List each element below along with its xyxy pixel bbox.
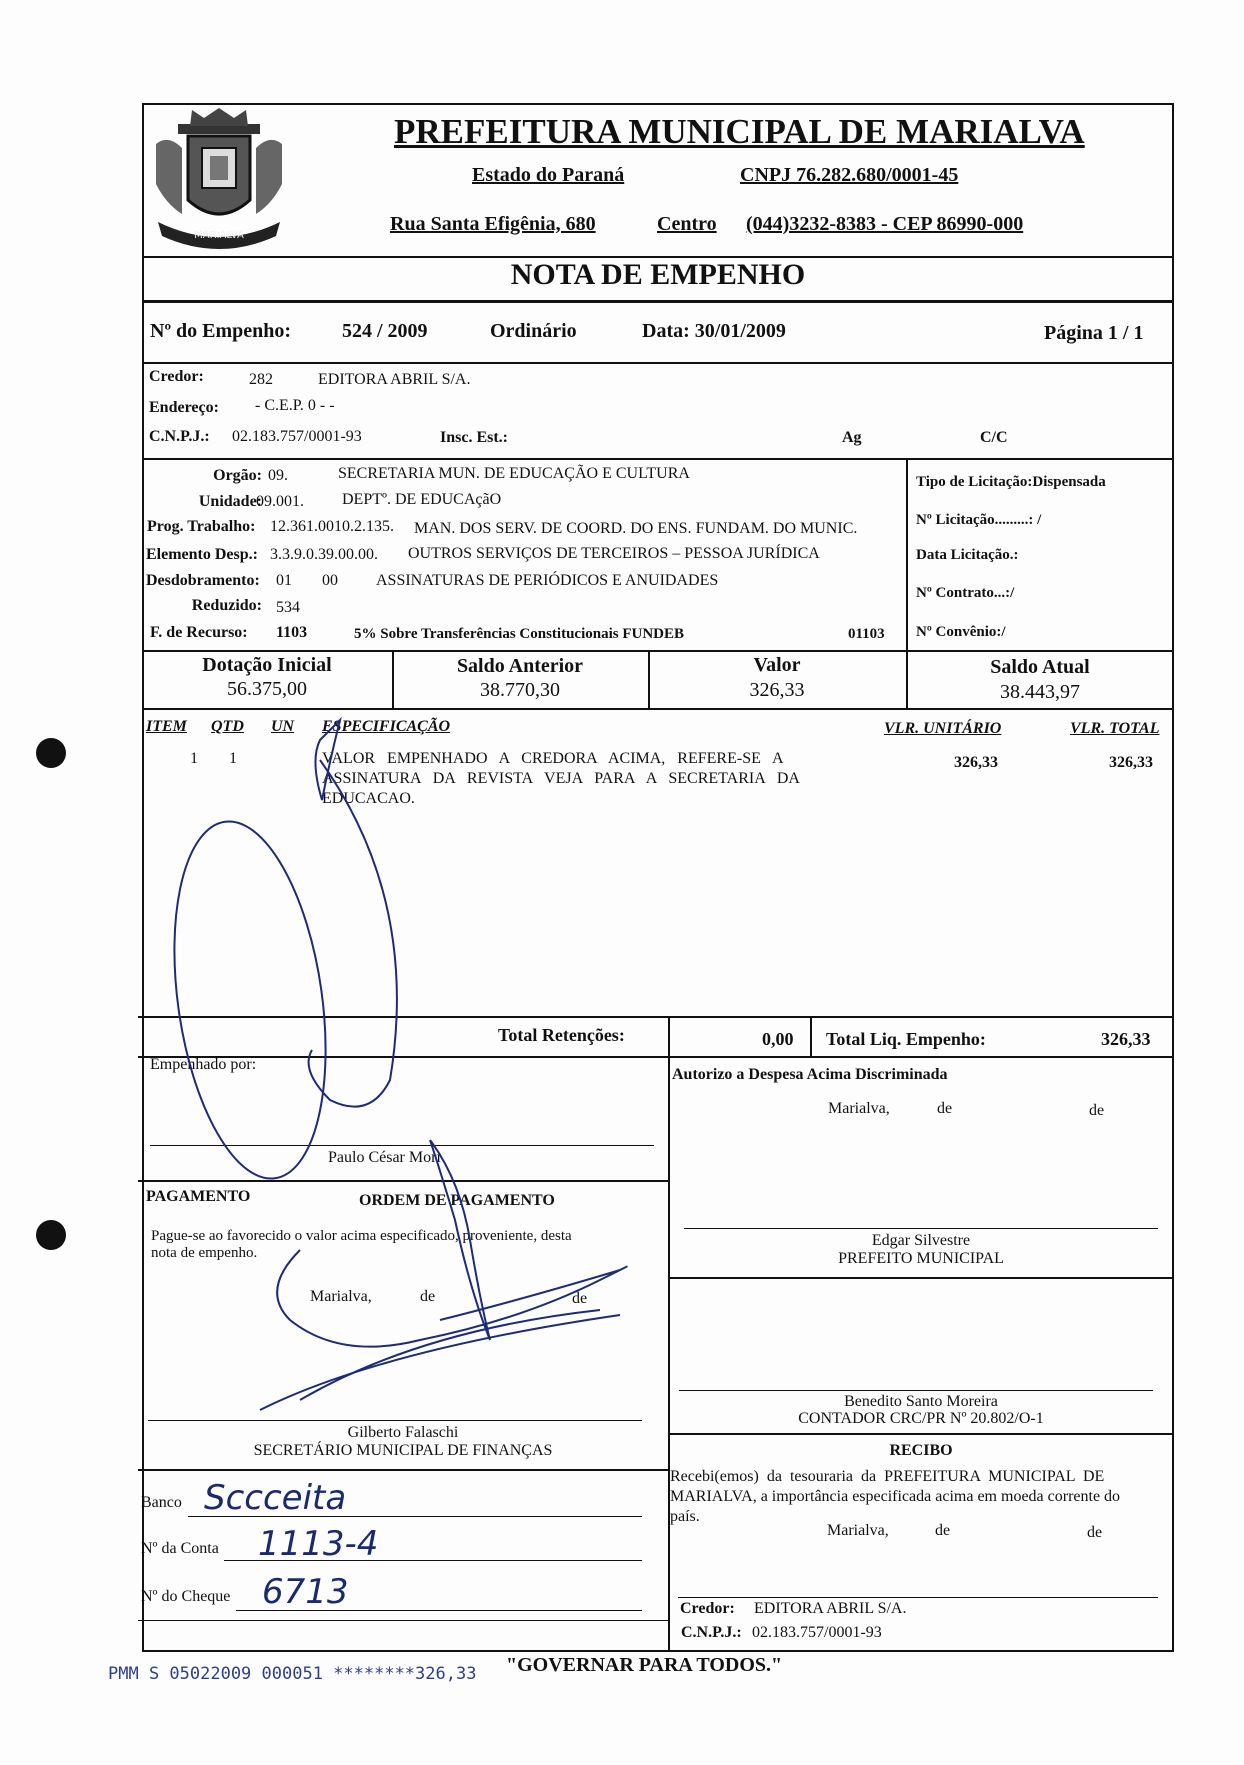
cnpj-label: CNPJ 76.282.680/0001-45 (740, 164, 959, 186)
fonte-recurso-code: 1103 (276, 624, 308, 641)
saldo-atual-label: Saldo Atual (990, 656, 1090, 678)
divider (138, 1469, 668, 1471)
pagamento-de: de (420, 1288, 436, 1305)
col-header-item: ITEM (146, 718, 187, 735)
conta-corrente-label: C/C (980, 429, 1008, 446)
col-header-un: UN (271, 718, 295, 735)
autorizo-de: de (1089, 1102, 1105, 1119)
recibo-cnpj-label: C.N.P.J.: (681, 1624, 742, 1641)
reduzido-label: Reduzido: (191, 597, 262, 614)
state-label: Estado do Paraná (472, 164, 625, 186)
municipal-coat-of-arms-icon (148, 104, 290, 254)
prefeito-title: PREFEITO MUNICIPAL (838, 1250, 1004, 1267)
endereco-value: - C.E.P. 0 - - (255, 397, 335, 414)
signature-line (148, 1420, 642, 1421)
credor-label: Credor: (149, 368, 204, 385)
divider (142, 708, 1174, 710)
recibo-de: de (1087, 1524, 1103, 1541)
cheque-handwritten: 6713 (262, 1572, 349, 1612)
recibo-cnpj: 02.183.757/0001-93 (752, 1624, 882, 1641)
svg-text:MARIALVA: MARIALVA (194, 230, 244, 241)
orgao-label: Orgão: (213, 467, 262, 484)
pagamento-text: Pague-se ao favorecido o valor acima especificado, proveniente, desta (151, 1228, 572, 1244)
valor-label: Valor (753, 654, 801, 676)
unidade-desc: DEPTº. DE EDUCAçãO (342, 491, 502, 508)
dotacao-inicial-value: 56.375,00 (227, 678, 307, 700)
empenho-number: 524 / 2009 (342, 320, 428, 342)
credor-cnpj-label: C.N.P.J.: (149, 428, 210, 445)
ordem-pagamento-label: ORDEM DE PAGAMENTO (359, 1192, 555, 1209)
empenho-type: Ordinário (490, 320, 577, 342)
banco-handwritten: Sccceita (204, 1478, 347, 1518)
district-label: Centro (657, 213, 717, 235)
dotacao-inicial-label: Dotação Inicial (202, 654, 332, 676)
saldo-atual-value: 38.443,97 (1000, 681, 1080, 703)
recibo-text: Recebi(emos) da tesouraria da PREFEITURA MUNICIPAL DE (670, 1468, 1105, 1485)
unidade-label: Unidade: (198, 493, 262, 510)
autorizo-de: de (937, 1100, 953, 1117)
signature-line (684, 1228, 1158, 1229)
cheque-label: Nº do Cheque (141, 1588, 231, 1605)
signature-line (150, 1145, 654, 1146)
item-spec-line: VALOR EMPENHADO A CREDORA ACIMA, REFERE-SE A (322, 750, 784, 767)
street-label: Rua Santa Efigênia, 680 (390, 213, 596, 235)
autorizo-city: Marialva, (828, 1100, 890, 1117)
pagamento-label: PAGAMENTO (146, 1188, 251, 1205)
credor-cnpj: 02.183.757/0001-93 (232, 428, 362, 445)
credor-code: 282 (249, 371, 273, 388)
recibo-credor-label: Credor: (680, 1600, 735, 1617)
phone-cep-label: (044)3232-8383 - CEP 86990-000 (746, 213, 1024, 235)
total-retencoes-label: Total Retenções: (498, 1025, 625, 1045)
recibo-city: Marialva, (827, 1522, 889, 1539)
prog-trabalho-desc: MAN. DOS SERV. DE COORD. DO ENS. FUNDAM. DO MUNIC. (414, 520, 858, 537)
agencia-label: Ag (842, 429, 862, 446)
col-header-vlr-unitario: VLR. UNITÁRIO (884, 720, 1002, 737)
prefeito-name: Edgar Silvestre (871, 1232, 971, 1249)
pagamento-de: de (572, 1290, 588, 1307)
divider (138, 1016, 1174, 1018)
total-liquido-label: Total Liq. Empenho: (826, 1029, 986, 1049)
empenho-number-label: Nº do Empenho: (150, 320, 292, 342)
orgao-desc: SECRETARIA MUN. DE EDUCAÇÃO E CULTURA (338, 465, 690, 482)
divider (138, 1056, 1174, 1058)
reduzido-value: 534 (276, 599, 300, 616)
secretario-name: Gilberto Falaschi (347, 1424, 459, 1441)
endereco-label: Endereço: (149, 399, 219, 416)
page-number: Página 1 / 1 (1044, 322, 1144, 344)
divider (138, 1620, 668, 1621)
unidade-code: 09.001. (256, 493, 304, 510)
desdobramento-code: 01 (276, 572, 292, 589)
numero-licitacao: Nº Licitação.........: / (916, 512, 1042, 528)
elemento-desp-label: Elemento Desp.: (146, 546, 258, 563)
fonte-recurso-desc: 5% Sobre Transferências Constitucionais FUNDEB (354, 626, 685, 642)
valor-value: 326,33 (749, 679, 805, 701)
recibo-credor: EDITORA ABRIL S/A. (754, 1600, 907, 1617)
col-header-qtd: QTD (211, 718, 244, 735)
item-spec-line: EDUCACAO. (322, 790, 415, 807)
recibo-text: MARIALVA, a importância especificada acima em moeda corrente do (670, 1488, 1121, 1505)
empenho-date: Data: 30/01/2009 (642, 320, 786, 342)
divider (668, 1277, 1174, 1279)
punch-hole-icon (36, 1220, 66, 1250)
saldo-anterior-label: Saldo Anterior (456, 655, 584, 677)
divider (906, 458, 908, 650)
desdobramento-desc: ASSINATURAS DE PERIÓDICOS E ANUIDADES (376, 572, 719, 589)
tipo-licitacao: Tipo de Licitação:Dispensada (916, 474, 1106, 490)
col-header-vlr-total: VLR. TOTAL (1070, 720, 1160, 737)
credor-name: EDITORA ABRIL S/A. (318, 371, 471, 388)
divider (142, 650, 1174, 652)
payment-stamp: PMM S 05022009 000051 ********326,33 (108, 1664, 477, 1684)
conta-label: Nº da Conta (141, 1540, 219, 1557)
prefeitura-title: PREFEITURA MUNICIPAL DE MARIALVA (394, 112, 1085, 151)
total-retencoes-value: 0,00 (762, 1029, 794, 1049)
slogan: "GOVERNAR PARA TODOS." (506, 1654, 783, 1676)
item-number: 1 (190, 750, 198, 767)
empenhado-por-label: Empenhado por: (150, 1056, 257, 1073)
fonte-recurso-code2: 01103 (848, 626, 885, 642)
recibo-de: de (935, 1522, 951, 1539)
item-total-value: 326,33 (1109, 754, 1153, 771)
punch-hole-icon (36, 738, 66, 768)
prog-trabalho-code: 12.361.0010.2.135. (270, 518, 394, 535)
col-header-especificacao: ESPECIFICAÇÃO (322, 718, 451, 735)
pagamento-city: Marialva, (310, 1288, 372, 1305)
divider (138, 1180, 668, 1182)
data-licitacao: Data Licitação.: (916, 547, 1019, 563)
insc-est-label: Insc. Est.: (440, 429, 509, 446)
pagamento-text: nota de empenho. (151, 1245, 258, 1261)
banco-label: Banco (141, 1494, 182, 1511)
item-qtd: 1 (229, 750, 237, 767)
elemento-desp-code: 3.3.9.0.39.00.00. (270, 546, 378, 563)
orgao-code: 09. (268, 467, 288, 484)
signature-line (678, 1597, 1158, 1598)
divider (142, 458, 1174, 460)
total-liquido-value: 326,33 (1101, 1029, 1151, 1049)
fonte-recurso-label: F. de Recurso: (150, 624, 248, 641)
divider (668, 1016, 670, 1056)
prog-trabalho-label: Prog. Trabalho: (147, 518, 256, 535)
contador-name: Benedito Santo Moreira (844, 1393, 998, 1410)
divider (142, 300, 1174, 303)
numero-convenio: Nº Convênio:/ (916, 624, 1006, 640)
recibo-label: RECIBO (889, 1442, 953, 1459)
empenhado-por-name: Paulo César Mori (328, 1149, 441, 1166)
contador-title: CONTADOR CRC/PR Nº 20.802/O-1 (798, 1410, 1044, 1427)
elemento-desp-desc: OUTROS SERVIÇOS DE TERCEIROS – PESSOA JURÍDICA (408, 545, 820, 562)
desdobramento-label: Desdobramento: (146, 572, 260, 589)
divider (142, 362, 1174, 364)
divider (810, 1016, 812, 1056)
autorizo-label: Autorizo a Despesa Acima Discriminada (672, 1066, 948, 1083)
secretario-title: SECRETÁRIO MUNICIPAL DE FINANÇAS (253, 1442, 553, 1459)
divider (668, 1056, 670, 1652)
conta-handwritten: 1113-4 (258, 1524, 379, 1564)
item-spec-line: ASSINATURA DA REVISTA VEJA PARA A SECRETARIA DA (322, 770, 800, 787)
recibo-text: país. (670, 1508, 700, 1525)
desdobramento-code2: 00 (322, 572, 338, 589)
item-unit-value: 326,33 (954, 754, 998, 771)
numero-contrato: Nº Contrato...:/ (916, 585, 1015, 601)
signature-line (679, 1390, 1153, 1391)
saldo-anterior-value: 38.770,30 (480, 679, 560, 701)
document-title: NOTA DE EMPENHO (510, 258, 806, 291)
divider (668, 1433, 1174, 1435)
